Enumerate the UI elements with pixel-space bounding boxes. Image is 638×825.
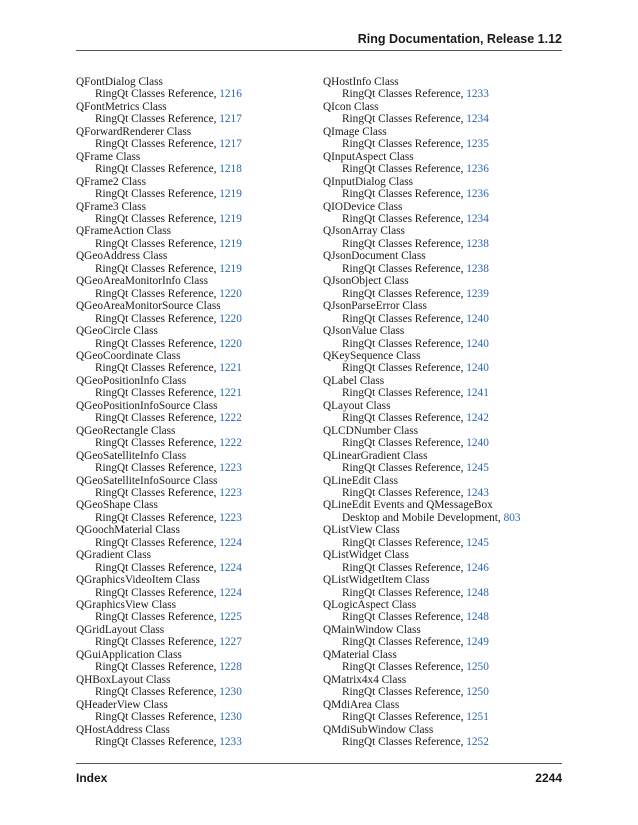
index-term: QMaterial Class — [323, 648, 397, 661]
index-reference — [323, 138, 573, 150]
index-reference — [76, 562, 326, 574]
reference-label: RingQt Classes Reference, — [95, 138, 217, 151]
index-term: QGeoCircle Class — [76, 325, 158, 338]
index-reference — [323, 338, 573, 350]
reference-label: RingQt Classes Reference, — [342, 337, 464, 350]
index-entry — [323, 649, 573, 674]
reference-label: RingQt Classes Reference, — [95, 312, 217, 325]
reference-label: RingQt Classes Reference, — [95, 486, 217, 499]
index-reference — [323, 437, 573, 449]
page-number-link[interactable]: 1234 — [466, 113, 489, 126]
index-entry — [323, 300, 573, 325]
reference-label: RingQt Classes Reference, — [342, 486, 464, 499]
reference-label: RingQt Classes Reference, — [342, 88, 464, 101]
page-number-link[interactable]: 1220 — [219, 312, 242, 325]
page-number-link[interactable]: 1217 — [219, 138, 242, 151]
index-term: QFontMetrics Class — [76, 100, 167, 113]
page-number-link[interactable]: 1240 — [466, 362, 489, 375]
reference-label: RingQt Classes Reference, — [95, 287, 217, 300]
index-entry — [76, 126, 326, 151]
reference-label: RingQt Classes Reference, — [95, 337, 217, 350]
index-reference — [323, 686, 573, 698]
reference-label: RingQt Classes Reference, — [95, 511, 217, 524]
reference-label: RingQt Classes Reference, — [95, 736, 217, 749]
index-reference — [323, 238, 573, 250]
index-term: QGeoPositionInfo Class — [76, 374, 187, 387]
page-number-link[interactable]: 1218 — [219, 163, 242, 176]
index-reference — [323, 562, 573, 574]
index-entry — [76, 475, 326, 500]
index-entry — [76, 350, 326, 375]
reference-label: RingQt Classes Reference, — [342, 462, 464, 475]
reference-label: RingQt Classes Reference, — [342, 138, 464, 151]
reference-label: RingQt Classes Reference, — [342, 237, 464, 250]
index-term: QGradient Class — [76, 549, 151, 562]
page-number-link[interactable]: 1233 — [219, 736, 242, 749]
footer-section-label: Index — [76, 771, 108, 785]
index-term: QGoochMaterial Class — [76, 524, 180, 537]
page-number-link[interactable]: 1240 — [466, 437, 489, 450]
index-entry — [323, 400, 573, 425]
index-entry — [323, 275, 573, 300]
index-entry — [323, 201, 573, 226]
reference-label: RingQt Classes Reference, — [342, 437, 464, 450]
index-entry — [323, 225, 573, 250]
index-entry — [76, 724, 326, 749]
index-reference — [323, 288, 573, 300]
page-number-link[interactable]: 1224 — [219, 561, 242, 574]
reference-label: RingQt Classes Reference, — [342, 113, 464, 126]
index-reference — [323, 387, 573, 399]
index-entry — [76, 275, 326, 300]
reference-label: RingQt Classes Reference, — [342, 287, 464, 300]
index-reference — [76, 163, 326, 175]
page-number-link[interactable]: 1234 — [466, 212, 489, 225]
page-number-link[interactable]: 1219 — [219, 212, 242, 225]
index-reference — [323, 213, 573, 225]
index-entry — [323, 375, 573, 400]
page-number-link[interactable]: 1250 — [466, 661, 489, 674]
index-entry — [323, 126, 573, 151]
page-number-link[interactable]: 1238 — [466, 237, 489, 250]
index-reference — [76, 113, 326, 125]
page-number-link[interactable]: 1251 — [466, 711, 489, 724]
index-reference — [76, 313, 326, 325]
index-column-right — [323, 76, 573, 748]
index-term: QMainWindow Class — [323, 623, 421, 636]
index-reference — [323, 188, 573, 200]
index-entry — [323, 325, 573, 350]
page-number-link[interactable]: 1243 — [466, 486, 489, 499]
page-number-link[interactable]: 1245 — [466, 536, 489, 549]
page-number-link[interactable]: 1230 — [219, 686, 242, 699]
footer-page-number: 2244 — [535, 771, 562, 785]
page-number-link[interactable]: 1223 — [219, 462, 242, 475]
page-number-link[interactable]: 1228 — [219, 661, 242, 674]
index-reference — [76, 587, 326, 599]
reference-label: RingQt Classes Reference, — [95, 262, 217, 275]
index-term: QGeoSatelliteInfo Class — [76, 449, 187, 462]
index-entry — [76, 300, 326, 325]
index-term: QLineEdit Events and QMessageBox — [323, 499, 493, 512]
index-reference — [323, 587, 573, 599]
index-term: QHeaderView Class — [76, 698, 168, 711]
index-reference — [323, 537, 573, 549]
page-number-link[interactable]: 1221 — [219, 387, 242, 400]
reference-label: RingQt Classes Reference, — [95, 611, 217, 624]
page-number-link[interactable]: 1242 — [466, 412, 489, 425]
index-reference — [323, 512, 573, 524]
page-number-link[interactable]: 1221 — [219, 362, 242, 375]
page-number-link[interactable]: 1223 — [219, 486, 242, 499]
reference-label: RingQt Classes Reference, — [95, 561, 217, 574]
index-entry — [323, 674, 573, 699]
index-reference — [76, 338, 326, 350]
reference-label: RingQt Classes Reference, — [95, 387, 217, 400]
page-number-link[interactable]: 1239 — [466, 287, 489, 300]
index-term: QJsonArray Class — [323, 225, 405, 238]
reference-label: RingQt Classes Reference, — [342, 212, 464, 225]
index-entry — [323, 524, 573, 549]
index-reference — [76, 512, 326, 524]
page-number-link[interactable]: 1220 — [219, 287, 242, 300]
page-number-link[interactable]: 1217 — [219, 113, 242, 126]
index-term: QLayout Class — [323, 399, 391, 412]
index-term: QLineEdit Class — [323, 474, 398, 487]
reference-label: RingQt Classes Reference, — [342, 586, 464, 599]
index-reference — [323, 113, 573, 125]
index-term: QHostAddress Class — [76, 723, 170, 736]
index-entry — [76, 649, 326, 674]
index-entry — [76, 325, 326, 350]
index-entry — [323, 350, 573, 375]
reference-label: RingQt Classes Reference, — [95, 686, 217, 699]
index-entry — [76, 76, 326, 101]
index-entry — [76, 524, 326, 549]
page-number-link[interactable]: 1224 — [219, 536, 242, 549]
index-entry — [76, 101, 326, 126]
index-term: QGraphicsVideoItem Class — [76, 574, 200, 587]
page-number-link[interactable]: 1245 — [466, 462, 489, 475]
index-entry — [76, 674, 326, 699]
index-term: QGraphicsView Class — [76, 599, 177, 612]
index-entry — [76, 699, 326, 724]
index-entry — [76, 425, 326, 450]
reference-label: RingQt Classes Reference, — [342, 611, 464, 624]
index-entry — [76, 400, 326, 425]
index-entry — [323, 624, 573, 649]
reference-label: RingQt Classes Reference, — [95, 586, 217, 599]
reference-label: RingQt Classes Reference, — [95, 536, 217, 549]
index-term: QGuiApplication Class — [76, 648, 182, 661]
page-number-link[interactable]: 1222 — [219, 412, 242, 425]
index-term: QJsonParseError Class — [323, 300, 427, 313]
index-entry — [323, 101, 573, 126]
reference-label: RingQt Classes Reference, — [342, 711, 464, 724]
reference-label: RingQt Classes Reference, — [342, 636, 464, 649]
index-term: QFrameAction Class — [76, 225, 172, 238]
index-entry — [323, 724, 573, 749]
page-number-link[interactable]: 1219 — [219, 188, 242, 201]
index-term: QGeoAreaMonitorInfo Class — [76, 275, 209, 288]
index-term: QGeoCoordinate Class — [76, 349, 181, 362]
index-term: QListWidgetItem Class — [323, 574, 430, 587]
page-number-link[interactable]: 1238 — [466, 262, 489, 275]
index-entry — [323, 699, 573, 724]
index-term: QHBoxLayout Class — [76, 673, 171, 686]
index-reference — [76, 736, 326, 748]
page-number-link[interactable]: 1250 — [466, 686, 489, 699]
index-entry — [76, 624, 326, 649]
page-number-link[interactable]: 1248 — [466, 611, 489, 624]
reference-label: RingQt Classes Reference, — [95, 437, 217, 450]
index-reference — [76, 462, 326, 474]
index-term: QListWidget Class — [323, 549, 409, 562]
page-number-link[interactable]: 1233 — [466, 88, 489, 101]
index-entry — [323, 475, 573, 500]
reference-label: Desktop and Mobile Development, — [342, 511, 501, 524]
reference-label: RingQt Classes Reference, — [95, 636, 217, 649]
index-reference — [76, 387, 326, 399]
page-number-link[interactable]: 1216 — [219, 88, 242, 101]
reference-label: RingQt Classes Reference, — [95, 412, 217, 425]
index-reference — [76, 138, 326, 150]
index-reference — [76, 288, 326, 300]
reference-label: RingQt Classes Reference, — [95, 661, 217, 674]
reference-label: RingQt Classes Reference, — [342, 736, 464, 749]
index-entry — [76, 151, 326, 176]
index-reference — [323, 362, 573, 374]
index-reference — [76, 362, 326, 374]
index-entry — [323, 450, 573, 475]
index-term: QLCDNumber Class — [323, 424, 419, 437]
index-reference — [76, 537, 326, 549]
page-number-link[interactable]: 1246 — [466, 561, 489, 574]
index-reference — [76, 711, 326, 723]
index-term: QMatrix4x4 Class — [323, 673, 407, 686]
index-term: QGridLayout Class — [76, 623, 165, 636]
index-entry — [76, 375, 326, 400]
reference-label: RingQt Classes Reference, — [95, 113, 217, 126]
index-entry — [323, 151, 573, 176]
index-reference — [323, 636, 573, 648]
index-term: QImage Class — [323, 125, 387, 138]
index-reference — [323, 711, 573, 723]
index-term: QFrame3 Class — [76, 200, 146, 213]
page-number-link[interactable]: 1223 — [219, 511, 242, 524]
reference-label: RingQt Classes Reference, — [95, 711, 217, 724]
reference-label: RingQt Classes Reference, — [342, 262, 464, 275]
index-reference — [76, 611, 326, 623]
index-term: QInputDialog Class — [323, 175, 414, 188]
index-reference — [76, 88, 326, 100]
index-reference — [323, 163, 573, 175]
page-number-link[interactable]: 1227 — [219, 636, 242, 649]
index-reference — [76, 188, 326, 200]
index-entry — [76, 176, 326, 201]
index-term: QGeoPositionInfoSource Class — [76, 399, 218, 412]
page-number-link[interactable]: 1252 — [466, 736, 489, 749]
index-entry — [76, 225, 326, 250]
index-reference — [76, 661, 326, 673]
reference-label: RingQt Classes Reference, — [342, 312, 464, 325]
index-entry — [76, 250, 326, 275]
index-entry — [76, 599, 326, 624]
index-term: QLabel Class — [323, 374, 385, 387]
index-reference — [323, 313, 573, 325]
index-reference — [323, 487, 573, 499]
index-reference — [323, 661, 573, 673]
index-reference — [323, 412, 573, 424]
index-term: QIcon Class — [323, 100, 379, 113]
index-reference — [323, 736, 573, 748]
reference-label: RingQt Classes Reference, — [342, 561, 464, 574]
index-term: QJsonDocument Class — [323, 250, 426, 263]
index-term: QListView Class — [323, 524, 400, 537]
header-rule — [76, 50, 562, 51]
page-number-link[interactable]: 1222 — [219, 437, 242, 450]
index-reference — [323, 88, 573, 100]
index-entry — [323, 499, 573, 524]
index-term: QJsonObject Class — [323, 275, 409, 288]
page-number-link[interactable]: 1225 — [219, 611, 242, 624]
index-term: QHostInfo Class — [323, 76, 399, 88]
page-number-link[interactable]: 803 — [503, 511, 521, 524]
index-entry — [76, 201, 326, 226]
index-term: QInputAspect Class — [323, 150, 414, 163]
index-reference — [76, 437, 326, 449]
page-number-link[interactable]: 1240 — [466, 337, 489, 350]
page-number-link[interactable]: 1241 — [466, 387, 489, 400]
index-term: QGeoAreaMonitorSource Class — [76, 300, 221, 313]
index-entry — [76, 450, 326, 475]
index-term: QJsonValue Class — [323, 325, 405, 338]
index-reference — [323, 263, 573, 275]
index-entry — [323, 574, 573, 599]
reference-label: RingQt Classes Reference, — [95, 212, 217, 225]
index-entry — [323, 250, 573, 275]
index-entry — [323, 76, 573, 101]
index-term: QMdiSubWindow Class — [323, 723, 434, 736]
page-number-link[interactable]: 1249 — [466, 636, 489, 649]
reference-label: RingQt Classes Reference, — [95, 462, 217, 475]
index-reference — [323, 462, 573, 474]
index-entry — [323, 425, 573, 450]
index-term: QFontDialog Class — [76, 76, 163, 88]
page-number-link[interactable]: 1219 — [219, 262, 242, 275]
index-term: QGeoRectangle Class — [76, 424, 176, 437]
index-term: QGeoShape Class — [76, 499, 158, 512]
index-reference — [76, 238, 326, 250]
reference-label: RingQt Classes Reference, — [342, 163, 464, 176]
index-term: QKeySequence Class — [323, 349, 421, 362]
index-reference — [323, 611, 573, 623]
index-term: QIODevice Class — [323, 200, 403, 213]
index-term: QFrame Class — [76, 150, 141, 163]
page-header-title: Ring Documentation, Release 1.12 — [357, 32, 562, 46]
index-entry — [323, 176, 573, 201]
page-number-link[interactable]: 1236 — [466, 188, 489, 201]
page-number-link[interactable]: 1248 — [466, 586, 489, 599]
index-entry — [76, 499, 326, 524]
reference-label: RingQt Classes Reference, — [95, 237, 217, 250]
index-reference — [76, 263, 326, 275]
reference-label: RingQt Classes Reference, — [95, 88, 217, 101]
reference-label: RingQt Classes Reference, — [342, 661, 464, 674]
index-entry — [76, 574, 326, 599]
reference-label: RingQt Classes Reference, — [342, 387, 464, 400]
index-term: QLinearGradient Class — [323, 449, 428, 462]
page-number-link[interactable]: 1235 — [466, 138, 489, 151]
index-reference — [76, 686, 326, 698]
index-reference — [76, 487, 326, 499]
index-entry — [323, 599, 573, 624]
page-number-link[interactable]: 1240 — [466, 312, 489, 325]
index-reference — [76, 636, 326, 648]
page-number-link[interactable]: 1236 — [466, 163, 489, 176]
page-number-link[interactable]: 1219 — [219, 237, 242, 250]
reference-label: RingQt Classes Reference, — [95, 163, 217, 176]
footer-rule — [76, 763, 562, 764]
reference-label: RingQt Classes Reference, — [95, 362, 217, 375]
index-term: QGeoAddress Class — [76, 250, 168, 263]
page-number-link[interactable]: 1220 — [219, 337, 242, 350]
reference-label: RingQt Classes Reference, — [342, 412, 464, 425]
index-term: QForwardRenderer Class — [76, 125, 192, 138]
index-entry — [76, 549, 326, 574]
page-number-link[interactable]: 1230 — [219, 711, 242, 724]
index-entry — [323, 549, 573, 574]
page-number-link[interactable]: 1224 — [219, 586, 242, 599]
index-column-left — [76, 76, 326, 748]
reference-label: RingQt Classes Reference, — [342, 362, 464, 375]
index-term: QMdiArea Class — [323, 698, 400, 711]
reference-label: RingQt Classes Reference, — [342, 686, 464, 699]
index-reference — [76, 213, 326, 225]
index-reference — [76, 412, 326, 424]
reference-label: RingQt Classes Reference, — [95, 188, 217, 201]
reference-label: RingQt Classes Reference, — [342, 188, 464, 201]
index-term: QFrame2 Class — [76, 175, 146, 188]
reference-label: RingQt Classes Reference, — [342, 536, 464, 549]
index-term: QGeoSatelliteInfoSource Class — [76, 474, 218, 487]
index-term: QLogicAspect Class — [323, 599, 417, 612]
